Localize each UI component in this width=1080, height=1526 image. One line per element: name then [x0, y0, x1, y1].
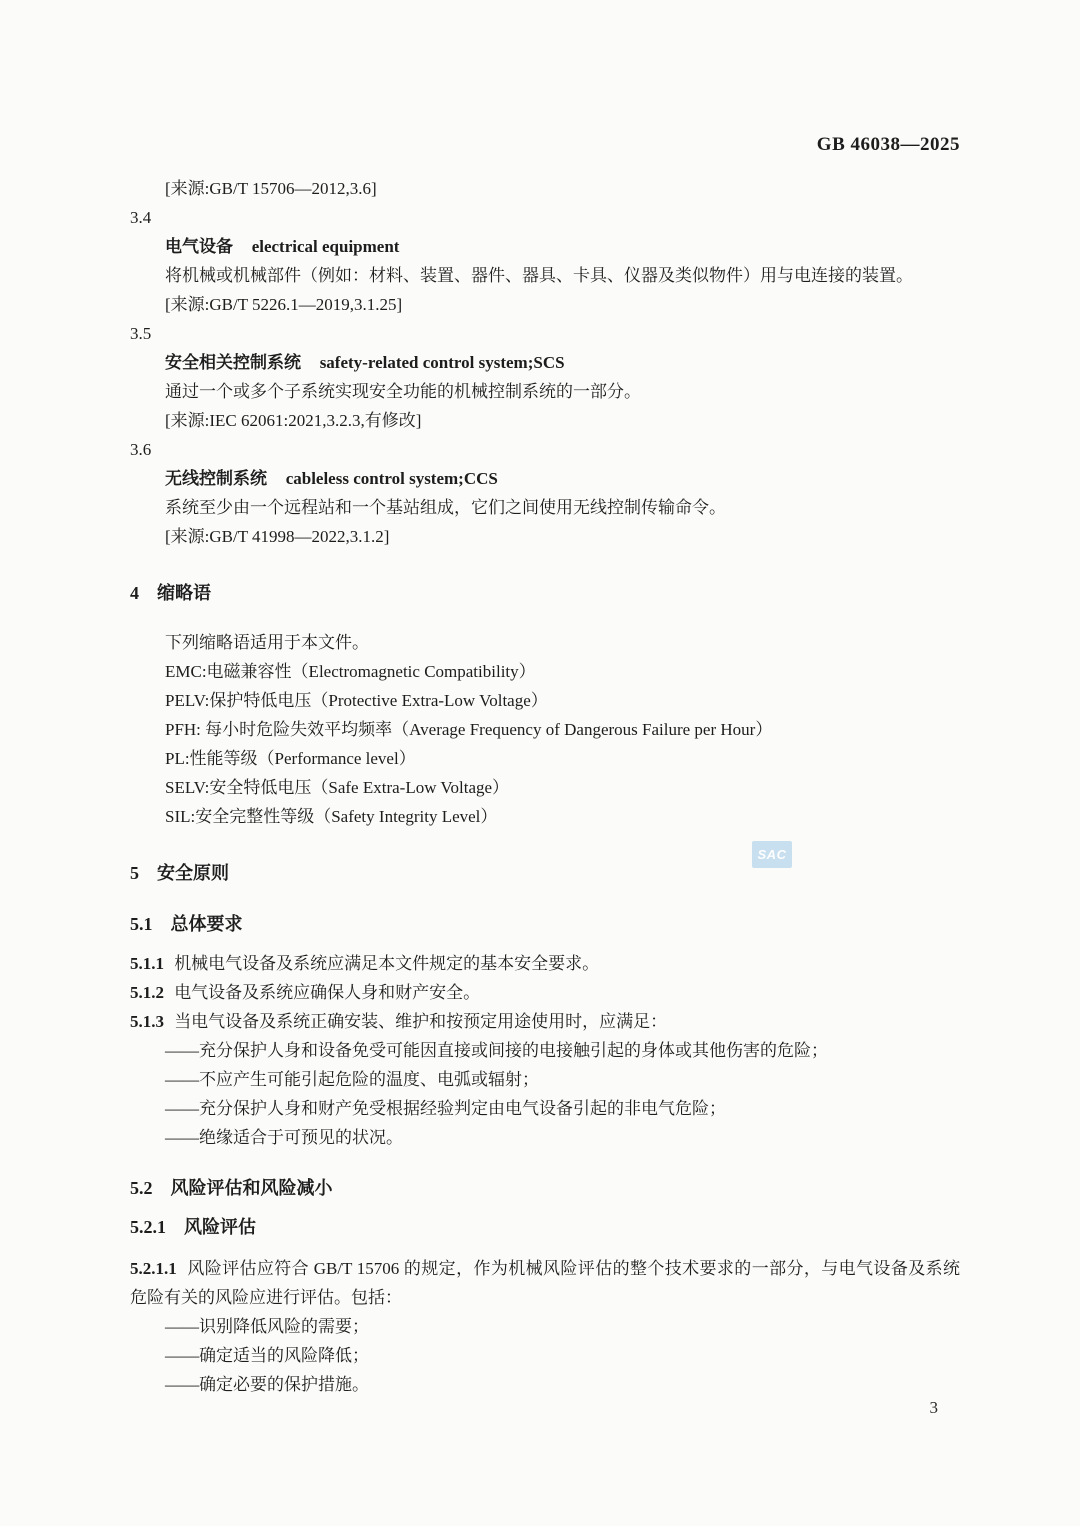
source-reference-line	[130, 174, 960, 203]
section-heading-4	[130, 579, 960, 608]
term-english: cableless control system;CCS	[285, 469, 498, 488]
dash-item-text: ——识别降低风险的需要；	[165, 1317, 369, 1336]
page-number: 3	[929, 1398, 938, 1417]
numbered-clause-5.1.3	[130, 1007, 960, 1036]
standard-number-header: GB 46038—2025	[816, 134, 960, 155]
source-reference-text: [来源:GB/T 5226.1—2019,3.1.25]	[165, 295, 403, 314]
body-text-line	[130, 628, 960, 657]
dash-item-text: ——确定必要的保护措施。	[165, 1375, 369, 1394]
term-english: electrical equipment	[251, 237, 400, 256]
body-text-line	[130, 377, 960, 406]
dash-item-text: ——确定适当的风险降低；	[165, 1346, 369, 1365]
source-reference-line	[130, 522, 960, 551]
clause-text: 机械电气设备及系统应满足本文件规定的基本安全要求。	[174, 954, 600, 973]
section-heading-5	[130, 859, 960, 888]
heading-title: 风险评估	[184, 1217, 256, 1237]
dash-item-text: ——不应产生可能引起危险的温度、电弧或辐射；	[165, 1070, 539, 1089]
numbered-clause-5.1.1	[130, 949, 960, 978]
sac-watermark: SAC	[752, 841, 792, 868]
dash-item-text: ——充分保护人身和设备免受可能因直接或间接的电接触引起的身体或其他伤害的危险；	[165, 1041, 828, 1060]
abbreviation-line	[130, 715, 960, 744]
abbreviation-text: PELV:保护特低电压（Protective Extra-Low Voltage）	[165, 691, 548, 710]
clause-number: 5.1.1	[130, 954, 164, 973]
heading-number: 5.2	[130, 1178, 153, 1198]
heading-title: 总体要求	[170, 914, 243, 934]
body-text: 通过一个或多个子系统实现安全功能的机械控制系统的一部分。	[165, 382, 641, 401]
document-body	[130, 174, 960, 1399]
term-definition-line	[130, 232, 960, 261]
heading-number: 4	[130, 583, 139, 603]
abbreviation-line	[130, 773, 960, 802]
source-reference-text: [来源:GB/T 15706—2012,3.6]	[165, 179, 377, 198]
clause-text: 当电气设备及系统正确安装、维护和按预定用途使用时，应满足：	[174, 1012, 668, 1031]
term-english: safety-related control system;SCS	[319, 353, 565, 372]
term-clause-number-line	[130, 319, 960, 348]
clause-number: 5.2.1.1	[130, 1259, 177, 1278]
dash-list-item	[130, 1312, 960, 1341]
section-heading-5.2	[130, 1174, 960, 1203]
dash-list-item	[130, 1094, 960, 1123]
source-reference-text: [来源:IEC 62061:2021,3.2.3,有修改]	[165, 411, 422, 430]
source-reference-line	[130, 290, 960, 319]
body-text-line	[130, 493, 960, 522]
heading-number: 5	[130, 863, 139, 883]
body-text: 将机械或机械部件（例如：材料、装置、器件、器具、卡具、仪器及类似物件）用与电连接的装置。	[165, 266, 913, 285]
clause-number: 5.1.3	[130, 1012, 164, 1031]
abbreviation-line	[130, 744, 960, 773]
term-definition-line	[130, 348, 960, 377]
term-chinese: 安全相关控制系统	[165, 353, 301, 372]
term-clause-number: 3.6	[130, 440, 152, 459]
numbered-clause-5.1.2	[130, 978, 960, 1007]
heading-title: 风险评估和风险减小	[170, 1178, 333, 1198]
source-reference-text: [来源:GB/T 41998—2022,3.1.2]	[165, 527, 390, 546]
dash-list-item	[130, 1065, 960, 1094]
dash-list-item	[130, 1036, 960, 1065]
source-reference-line	[130, 406, 960, 435]
abbreviation-line	[130, 802, 960, 831]
abbreviation-text: SIL:安全完整性等级（Safety Integrity Level）	[165, 807, 498, 826]
dash-item-text: ——绝缘适合于可预见的状况。	[165, 1128, 403, 1147]
clause-text: 风险评估应符合 GB/T 15706 的规定，作为机械风险评估的整个技术要求的一部分，与电气设备及系统危险有关的风险应进行评估。包括：	[130, 1259, 960, 1307]
clause-number: 5.1.2	[130, 983, 164, 1002]
abbreviation-line	[130, 657, 960, 686]
abbreviation-text: PL:性能等级（Performance level）	[165, 749, 416, 768]
dash-list-item	[130, 1370, 960, 1399]
heading-number: 5.1	[130, 914, 153, 934]
body-text: 系统至少由一个远程站和一个基站组成，它们之间使用无线控制传输命令。	[165, 498, 726, 517]
clause-text: 电气设备及系统应确保人身和财产安全。	[174, 983, 481, 1002]
term-clause-number-line	[130, 435, 960, 464]
heading-title: 缩略语	[157, 583, 211, 603]
term-chinese: 电气设备	[165, 237, 233, 256]
body-text-line	[130, 261, 960, 290]
abbreviation-text: PFH: 每小时危险失效平均频率（Average Frequency of Dangerous Failure per Hour）	[165, 720, 773, 739]
dash-list-item	[130, 1123, 960, 1152]
section-heading-5.1	[130, 910, 960, 939]
abbreviation-line	[130, 686, 960, 715]
dash-item-text: ——充分保护人身和财产免受根据经验判定由电气设备引起的非电气危险；	[165, 1099, 726, 1118]
term-clause-number: 3.4	[130, 208, 152, 227]
body-text: 下列缩略语适用于本文件。	[165, 633, 369, 652]
term-definition-line	[130, 464, 960, 493]
heading-title: 安全原则	[157, 863, 229, 883]
numbered-clause-5.2.1.1	[130, 1254, 960, 1312]
term-chinese: 无线控制系统	[165, 469, 267, 488]
heading-number: 5.2.1	[130, 1217, 166, 1237]
abbreviation-text: EMC:电磁兼容性（Electromagnetic Compatibility）	[165, 662, 536, 681]
section-heading-5.2.1	[130, 1213, 960, 1242]
term-clause-number: 3.5	[130, 324, 152, 343]
abbreviation-text: SELV:安全特低电压（Safe Extra-Low Voltage）	[165, 778, 510, 797]
term-clause-number-line	[130, 203, 960, 232]
dash-list-item	[130, 1341, 960, 1370]
